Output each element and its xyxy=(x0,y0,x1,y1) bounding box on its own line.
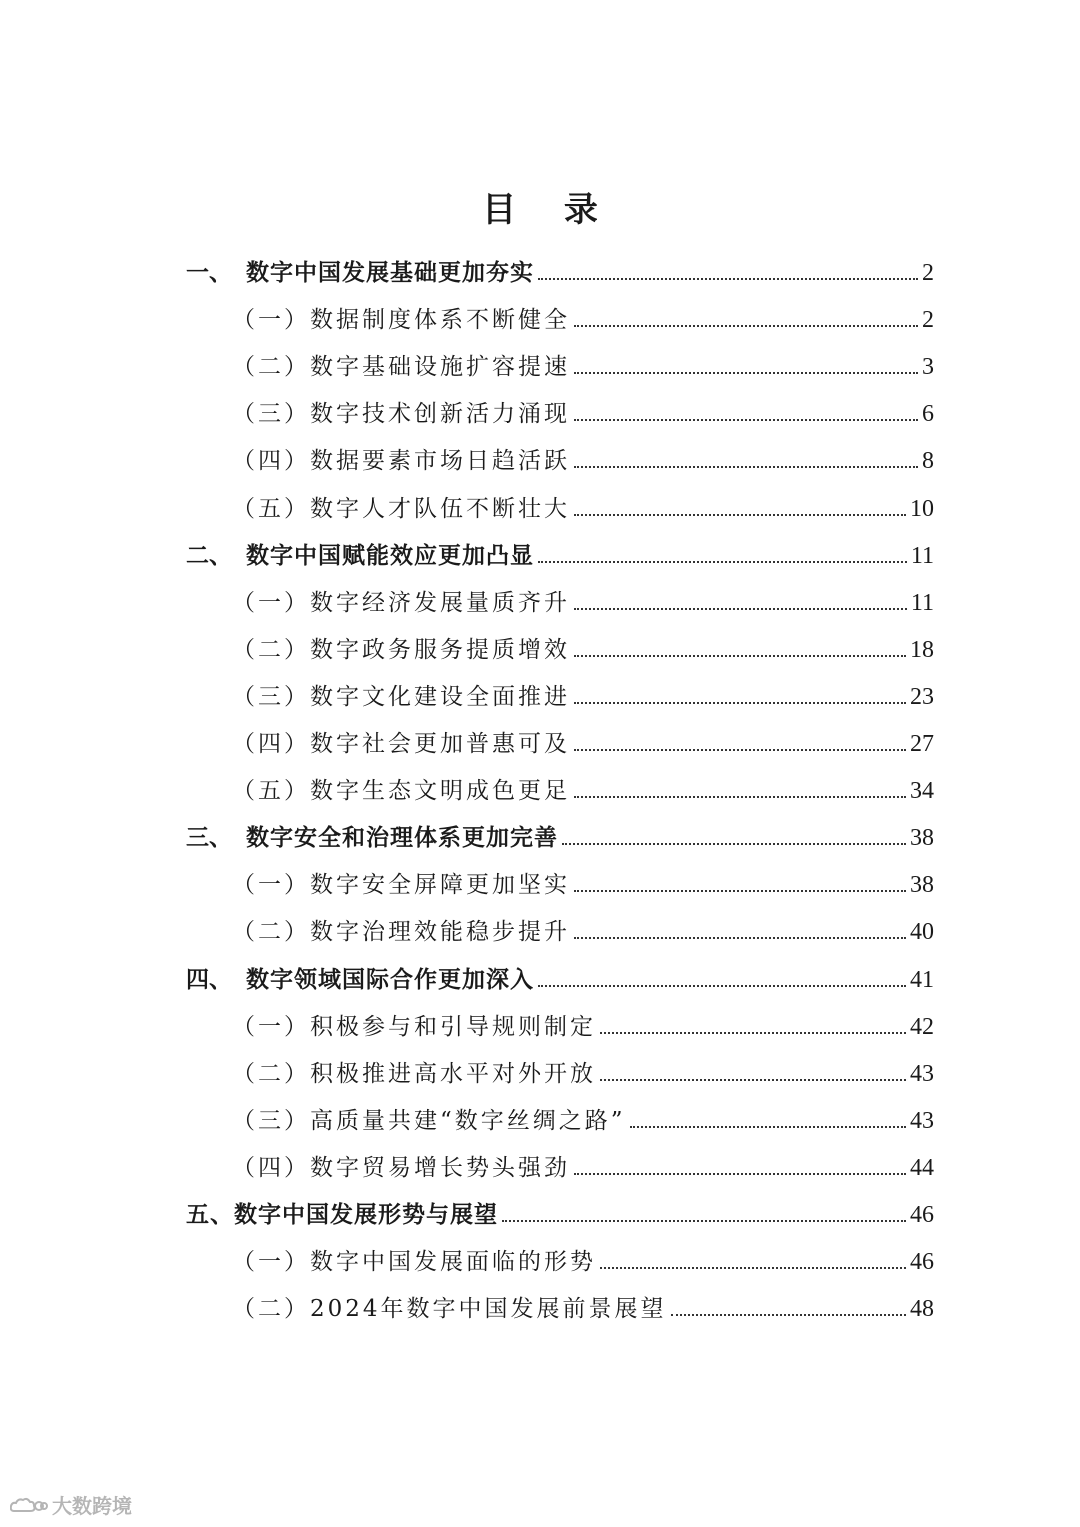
toc-entry-label: （一）积极参与和引导规则制定 xyxy=(232,1013,596,1040)
toc-page-number: 10 xyxy=(910,495,934,522)
toc-section-number: 三、 xyxy=(186,825,232,852)
toc-page-number: 42 xyxy=(910,1013,934,1040)
toc-entry-label: （二）2024年数字中国发展前景展望 xyxy=(232,1296,667,1323)
toc-entry-label: （三）数字技术创新活力涌现 xyxy=(232,401,570,428)
toc-entry-label: 数字中国赋能效应更加凸显 xyxy=(246,542,534,569)
toc-section-number: 四、 xyxy=(186,966,232,993)
toc-subsection-row[interactable] xyxy=(232,338,934,382)
toc-section-number: 二、 xyxy=(186,542,232,569)
dot-leader xyxy=(574,749,906,751)
toc-section-row[interactable] xyxy=(186,951,934,995)
dot-leader xyxy=(574,419,918,421)
toc-entry-label: （一）数字安全屏障更加坚实 xyxy=(232,872,570,899)
toc-entry-label: （一）数据制度体系不断健全 xyxy=(232,307,570,334)
toc-subsection-row[interactable] xyxy=(232,1139,934,1183)
toc-entry-label: （五）数字人才队伍不断壮大 xyxy=(232,495,570,522)
dot-leader xyxy=(600,1267,906,1269)
toc-subsection-row[interactable] xyxy=(232,903,934,947)
toc-subsection-row[interactable] xyxy=(232,1092,934,1136)
toc-page-number: 8 xyxy=(922,448,934,475)
cloud-logo-icon xyxy=(10,1495,48,1515)
dot-leader xyxy=(600,1032,906,1034)
dot-leader xyxy=(574,796,906,798)
toc-section-row[interactable] xyxy=(186,527,934,571)
toc-entry-label: 数字安全和治理体系更加完善 xyxy=(246,825,558,852)
dot-leader xyxy=(574,890,906,892)
toc-page-number: 6 xyxy=(922,401,934,428)
toc-page-number: 43 xyxy=(910,1107,934,1134)
toc-page-number: 11 xyxy=(910,542,934,569)
toc-entry-label: （五）数字生态文明成色更足 xyxy=(232,778,570,805)
toc-entry-label: （二）数字基础设施扩容提速 xyxy=(232,354,570,381)
page-title: 目 录 xyxy=(482,190,616,230)
toc-entry-label: 数字中国发展基础更加夯实 xyxy=(246,260,534,286)
dot-leader xyxy=(574,514,906,516)
toc-entry-label: （二）数字政务服务提质增效 xyxy=(232,636,570,663)
toc-subsection-row[interactable] xyxy=(232,1045,934,1089)
toc-entry-label: （三）数字文化建设全面推进 xyxy=(232,683,570,710)
toc-page-number: 27 xyxy=(910,731,934,757)
toc-subsection-row[interactable] xyxy=(232,1233,934,1277)
toc-section-row[interactable] xyxy=(186,809,934,853)
toc-entry-label: （一）数字经济发展量质齐升 xyxy=(232,589,570,616)
toc-subsection-row[interactable] xyxy=(232,574,934,618)
toc-entry-label: （四）数字贸易增长势头强劲 xyxy=(232,1154,570,1181)
toc-subsection-row[interactable] xyxy=(232,621,934,665)
dot-leader xyxy=(574,937,906,939)
toc-page-number: 40 xyxy=(910,919,934,946)
toc-page-number: 48 xyxy=(910,1296,934,1323)
toc-entry-label: （四）数据要素市场日趋活跃 xyxy=(232,448,570,475)
toc-entry-label: （二）数字治理效能稳步提升 xyxy=(232,919,570,946)
toc-subsection-row[interactable] xyxy=(232,762,934,806)
dot-leader xyxy=(538,985,906,987)
toc-page-number: 3 xyxy=(922,354,934,381)
toc-page-number: 23 xyxy=(910,683,934,710)
toc-page-number: 34 xyxy=(910,778,934,805)
toc-subsection-row[interactable] xyxy=(232,856,934,900)
toc-section-row[interactable] xyxy=(186,244,934,288)
toc-page-number: 2 xyxy=(922,260,934,286)
dot-leader xyxy=(574,702,906,704)
dot-leader xyxy=(600,1079,906,1081)
toc-page-number: 46 xyxy=(910,1202,934,1228)
dot-leader xyxy=(538,561,907,563)
dot-leader xyxy=(538,278,918,280)
toc-page-number: 41 xyxy=(910,966,934,993)
toc-page-number: 38 xyxy=(910,872,934,899)
toc-subsection-row[interactable] xyxy=(232,291,934,335)
toc-page-number: 38 xyxy=(910,825,934,852)
toc-page-number: 43 xyxy=(910,1060,934,1087)
watermark xyxy=(10,1490,132,1519)
watermark-text: 大数跨境 xyxy=(52,1494,132,1518)
dot-leader xyxy=(574,466,918,468)
toc-entry-label: （三）高质量共建“数字丝绸之路” xyxy=(232,1107,626,1134)
toc-subsection-row[interactable] xyxy=(232,668,934,712)
toc-subsection-row[interactable] xyxy=(232,1280,934,1324)
dot-leader xyxy=(574,608,907,610)
toc-page-number: 44 xyxy=(910,1154,934,1181)
toc-page-number: 46 xyxy=(910,1249,934,1276)
toc-subsection-row[interactable] xyxy=(232,480,934,524)
toc-page-number: 2 xyxy=(922,307,934,334)
dot-leader xyxy=(562,843,906,845)
dot-leader xyxy=(574,372,918,374)
toc-entry-label: （四）数字社会更加普惠可及 xyxy=(232,731,570,757)
toc-entry-label: 数字领域国际合作更加深入 xyxy=(246,966,534,993)
toc-page-number: 18 xyxy=(910,636,934,663)
dot-leader xyxy=(574,325,918,327)
dot-leader xyxy=(574,655,906,657)
dot-leader xyxy=(574,1173,906,1175)
toc-subsection-row[interactable] xyxy=(232,998,934,1042)
toc-section-row[interactable] xyxy=(186,1186,934,1230)
toc-entry-label: 五、数字中国发展形势与展望 xyxy=(186,1202,498,1228)
dot-leader xyxy=(502,1220,906,1222)
dot-leader xyxy=(671,1314,906,1316)
toc-subsection-row[interactable] xyxy=(232,715,934,759)
toc-entry-label: （二）积极推进高水平对外开放 xyxy=(232,1060,596,1087)
toc-subsection-row[interactable] xyxy=(232,385,934,429)
toc-page-number: 11 xyxy=(910,589,934,616)
toc-section-number: 一、 xyxy=(186,260,232,286)
dot-leader xyxy=(630,1126,906,1128)
toc-subsection-row[interactable] xyxy=(232,432,934,476)
toc-entry-label: （一）数字中国发展面临的形势 xyxy=(232,1249,596,1276)
